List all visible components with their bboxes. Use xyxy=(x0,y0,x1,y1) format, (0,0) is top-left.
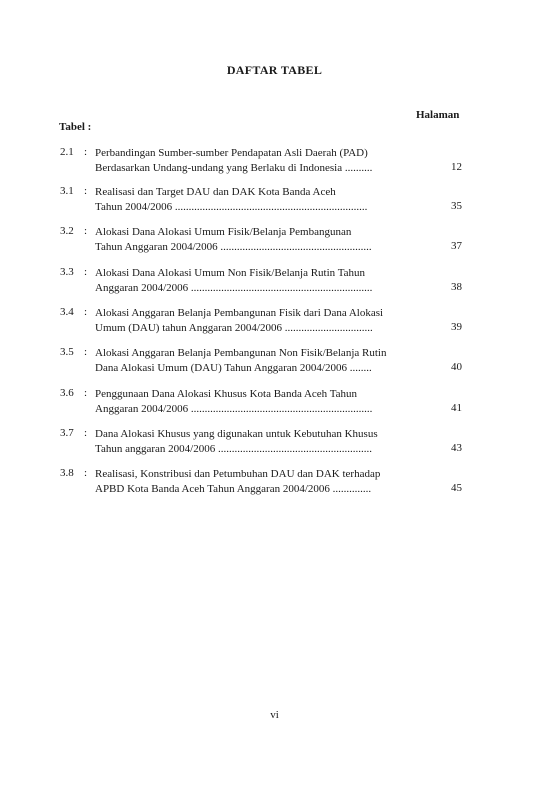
page-column-header: Halaman xyxy=(416,109,460,121)
entry-title-line: Umum (DAU) tahun Anggaran 2004/2006 ................................ xyxy=(95,322,373,334)
page-title: DAFTAR TABEL xyxy=(226,63,323,77)
entry-title-line: Berdasarkan Undang-undang yang Berlaku di Indonesia .......... xyxy=(95,162,373,174)
entry-page: 43 xyxy=(451,442,462,454)
entry-title-line: Realisasi, Konstribusi dan Petumbuhan DAU dan DAK terhadap xyxy=(95,468,381,480)
entry-title-line: Anggaran 2004/2006 .................................................................. xyxy=(95,403,373,415)
entry-number: 3.7 xyxy=(60,427,74,439)
entry-title-line: Realisasi dan Target DAU dan DAK Kota Banda Aceh xyxy=(95,186,336,198)
entry-title-line: Alokasi Dana Alokasi Umum Fisik/Belanja Pembangunan xyxy=(95,226,352,238)
entry-number: 3.1 xyxy=(60,185,74,197)
entry-page: 38 xyxy=(451,281,462,293)
entry-title-line: Perbandingan Sumber-sumber Pendapatan Asli Daerah (PAD) xyxy=(95,147,368,159)
entry-page: 12 xyxy=(451,161,462,173)
entry-page: 40 xyxy=(451,361,462,373)
entry-title-line: Alokasi Anggaran Belanja Pembangunan Non Fisik/Belanja Rutin xyxy=(95,347,387,359)
entry-number: 3.8 xyxy=(60,467,74,479)
table-column-header: Tabel : xyxy=(59,121,92,133)
entry-title xyxy=(95,306,415,336)
entry-title xyxy=(95,467,415,497)
entry-number: 3.6 xyxy=(60,387,74,399)
entry-separator: : xyxy=(84,467,88,479)
entry-separator: : xyxy=(84,346,88,358)
entry-title xyxy=(95,387,415,417)
page-number: vi xyxy=(270,709,279,721)
entry-page: 41 xyxy=(451,402,462,414)
entry-page: 39 xyxy=(451,321,462,333)
entry-title xyxy=(95,146,415,176)
entry-number: 3.4 xyxy=(60,306,74,318)
entry-title-line: Alokasi Dana Alokasi Umum Non Fisik/Belanja Rutin Tahun xyxy=(95,267,366,279)
entry-separator: : xyxy=(84,225,88,237)
entry-title-line: Penggunaan Dana Alokasi Khusus Kota Banda Aceh Tahun xyxy=(95,388,358,400)
entry-page: 35 xyxy=(451,200,462,212)
entry-number: 3.3 xyxy=(60,266,74,278)
entry-title-line: Dana Alokasi Umum (DAU) Tahun Anggaran 2004/2006 ........ xyxy=(95,362,372,374)
entry-separator: : xyxy=(84,185,88,197)
entry-title-line: Alokasi Anggaran Belanja Pembangunan Fisik dari Dana Alokasi xyxy=(95,307,384,319)
entry-title-line: Tahun anggaran 2004/2006 ........................................................ xyxy=(95,443,372,455)
entry-title-line: Anggaran 2004/2006 .................................................................. xyxy=(95,282,373,294)
entry-title xyxy=(95,266,415,296)
entry-page: 37 xyxy=(451,240,462,252)
entry-title xyxy=(95,225,415,255)
entry-title-line: Tahun Anggaran 2004/2006 ....................................................... xyxy=(95,241,372,253)
entry-page: 45 xyxy=(451,482,462,494)
entry-title xyxy=(95,185,415,215)
entry-separator: : xyxy=(84,146,88,158)
entry-number: 2.1 xyxy=(60,146,74,158)
entry-separator: : xyxy=(84,427,88,439)
entry-title xyxy=(95,346,415,376)
entry-title-line: Dana Alokasi Khusus yang digunakan untuk Kebutuhan Khusus xyxy=(95,428,378,440)
entry-separator: : xyxy=(84,387,88,399)
entry-title-line: APBD Kota Banda Aceh Tahun Anggaran 2004/2006 .............. xyxy=(95,483,372,495)
entry-title xyxy=(95,427,415,457)
entry-title-line: Tahun 2004/2006 ...................................................................... xyxy=(95,201,368,213)
entry-number: 3.2 xyxy=(60,225,74,237)
entry-number: 3.5 xyxy=(60,346,74,358)
entry-separator: : xyxy=(84,266,88,278)
entry-separator: : xyxy=(84,306,88,318)
